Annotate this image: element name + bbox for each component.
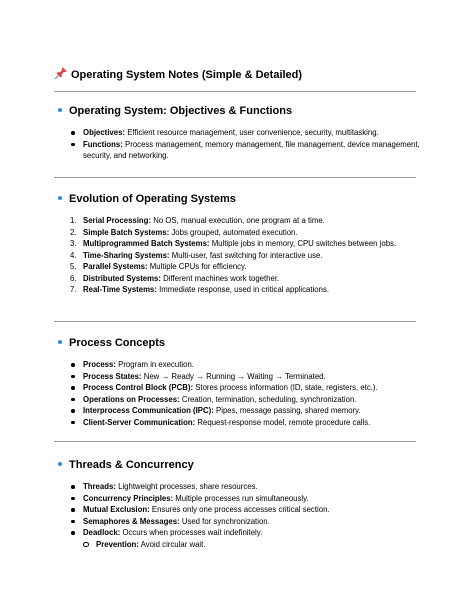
section-heading-threads: Threads & Concurrency: [58, 458, 194, 472]
list-item: 4. Time-Sharing Systems: Multi-user, fast switching for interactive use.: [70, 250, 323, 260]
list-item: Deadlock: Occurs when processes wait indefinitely. Prevention: Avoid circular wait.: [70, 527, 420, 550]
list-item: Process: Program in execution.: [70, 359, 420, 371]
bullet-icon: [71, 497, 75, 501]
process-concepts-list: [70, 359, 420, 428]
bullet-icon: [71, 363, 75, 367]
list-item: Functions: Process management, memory management, file management, device management, security, and networking.: [70, 139, 420, 162]
threads-list: [70, 481, 420, 550]
list-item: Process Control Block (PCB): Stores process information (ID, state, registers, etc.).: [70, 382, 420, 394]
list-item: Process States: New → Ready → Running → Waiting → Terminated.: [70, 371, 420, 383]
divider: [54, 177, 416, 178]
section-heading-objectives: Operating System: Objectives & Functions: [58, 104, 292, 118]
divider: [54, 321, 416, 322]
list-item: 1. Serial Processing: No OS, manual execution, one program at a time.: [70, 216, 325, 225]
hollow-bullet-icon: [83, 542, 89, 548]
list-item: Concurrency Principles: Multiple processes run simultaneously.: [70, 493, 420, 505]
section-bullet-icon: [58, 462, 62, 466]
bullet-icon: [71, 386, 75, 390]
evolution-list: [70, 215, 420, 296]
bullet-icon: [71, 143, 75, 147]
bullet-icon: [71, 421, 75, 425]
section-bullet-icon: [58, 108, 62, 112]
list-item: 3. Multiprogrammed Batch Systems: Multiple jobs in memory, CPU switches between jobs.: [70, 239, 397, 248]
list-item: Mutual Exclusion: Ensures only one process accesses critical section.: [70, 504, 420, 516]
bullet-icon: [71, 398, 75, 402]
section-heading-evolution: Evolution of Operating Systems: [58, 192, 236, 206]
list-item: 2. Simple Batch Systems: Jobs grouped, automated execution.: [70, 227, 298, 237]
list-item: Operations on Processes: Creation, termination, scheduling, synchronization.: [70, 394, 420, 406]
bullet-icon: [71, 531, 75, 535]
section-bullet-icon: [58, 196, 62, 200]
pushpin-icon: [54, 66, 68, 80]
objectives-list: [70, 127, 420, 162]
bullet-icon: [71, 131, 75, 135]
bullet-icon: [71, 375, 75, 379]
list-item: 7. Real-Time Systems: Immediate response, used in critical applications.: [70, 285, 330, 294]
list-item: Interprocess Communication (IPC): Pipes, message passing, shared memory.: [70, 405, 420, 417]
section-heading-process-concepts: Process Concepts: [58, 336, 165, 350]
bullet-icon: [71, 508, 75, 512]
list-item: 6. Distributed Systems: Different machines work together.: [70, 273, 280, 283]
document-title-text: Operating System Notes (Simple & Detailed): [71, 69, 303, 81]
bullet-icon: [71, 485, 75, 489]
document-title: [54, 66, 302, 82]
list-item: Objectives: Efficient resource management, user convenience, security, multitasking.: [70, 127, 420, 139]
divider: [54, 91, 416, 92]
section-bullet-icon: [58, 340, 62, 344]
list-item: Threads: Lightweight processes, share resources.: [70, 481, 420, 493]
deadlock-sublist: [83, 539, 420, 551]
sub-list-item: Prevention: Avoid circular wait.: [83, 539, 420, 551]
divider: [54, 441, 416, 442]
bullet-icon: [71, 520, 75, 524]
list-item: Semaphores & Messages: Used for synchronization.: [70, 516, 420, 528]
list-item: Client-Server Communication: Request-response model, remote procedure calls.: [70, 417, 420, 429]
bullet-icon: [71, 409, 75, 413]
list-item: 5. Parallel Systems: Multiple CPUs for efficiency.: [70, 262, 247, 271]
